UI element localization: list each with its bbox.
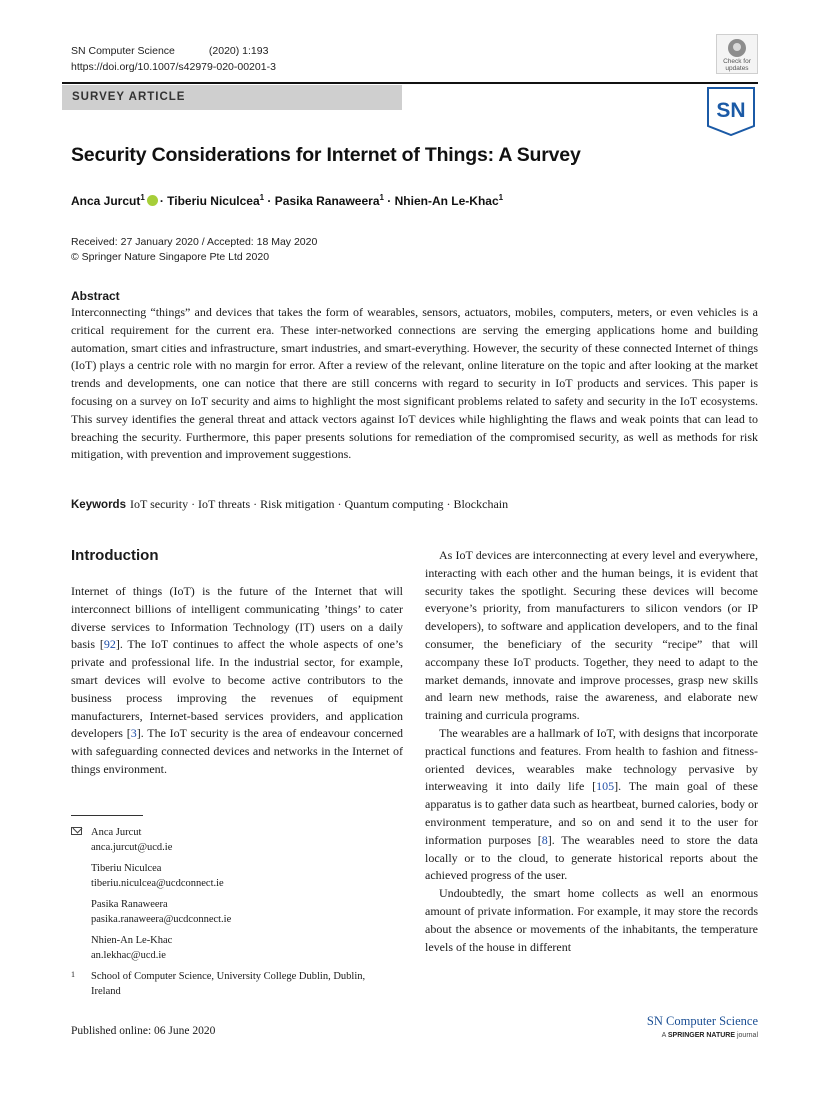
introduction-heading: Introduction [71,547,159,564]
intro-paragraph: As IoT devices are interconnecting at every level and everywhere, interacting with each other and the human beings, it is evident that security takes the spotlight. Securing these devices will become everyone’s priority, from manufacturers to silicon vendors (or IP developers), to software and application developers, and to the final consumer, the beneficiary of the security “recipe” that will accompany these IoT products. Together, they need to adapt to the market demands, innovate and improve processes, grasp new skills and learn new methods, raise the awareness, and elaborate new training and curricula programs. [425,548,758,723]
citation-link[interactable]: 92 [103,637,116,652]
contact-entry [91,933,231,963]
author-affil-sup: 1 [498,193,504,202]
sn-logo-text: SN [716,99,746,122]
intro-left-column [71,583,403,779]
orcid-icon[interactable] [147,195,158,206]
intro-paragraph: Undoubtedly, the smart home collects as well an enormous amount of private information. For example, it may store the records about the absence or movements of the inhabitants, the temperature levels of the house in different [425,886,758,954]
intro-paragraph: The wearables are a hallmark of IoT, with designs that incorporate practical functions and features. From health to fashion and fitness-oriented devices, wearables make technology pervasive by interweaving it into daily life [105]. The main goal of these apparatus is to gather data such as heartbeat, burned calories, body or environment temperature, and so on and send it to the user for information purposes [8]. The wearables need to store the data locally or to the cloud, to generate historical reports about the achieved progress of the user. [425,725,758,883]
published-date: Published online: 06 June 2020 [71,1025,216,1037]
article-type-banner: SURVEY ARTICLE [62,85,402,110]
author-name: Tiberiu Niculcea [167,194,260,208]
affiliation-text: School of Computer Science, University College Dublin, Dublin, Ireland [91,971,366,997]
badge-line2: updates [725,65,749,72]
citation-link[interactable]: 105 [596,779,615,794]
springer-nature-mark: A SPRINGER NATURE journal [661,1032,758,1039]
article-title: Security Considerations for Internet of Things: A Survey [71,144,581,166]
received-accepted: Received: 27 January 2020 / Accepted: 18 May 2020 [71,236,318,248]
author-affil-sup: 1 [379,193,384,202]
journal-name: SN Computer Science [71,45,175,57]
keywords [71,497,508,512]
contact-email[interactable]: an.lekhac@ucd.ie [91,950,166,961]
header-rule [62,82,758,84]
contact-email[interactable]: pasika.ranaweera@ucdconnect.ie [91,914,232,925]
contact-entry [91,897,231,927]
sn-logo [706,86,756,136]
update-icon [728,39,746,57]
author-affil-sup: 1 [259,193,265,202]
author-list: Anca Jurcut$^1$ · Tiberiu Niculcea$^1$ · Pasika Ranaweera$^1$ · Nhien-An Le-Khac$^1$ [71,193,504,208]
contact-entry [91,861,231,891]
contact-name: Nhien-An Le-Khac [91,935,173,946]
author-name: Anca Jurcut [71,194,141,208]
article-dates [71,235,317,265]
author-name: Nhien-An Le-Khac [394,194,499,208]
badge-line1: Check for [723,58,751,65]
citation-link[interactable]: 8 [541,832,548,847]
author-affil-sup: 1 [140,193,145,202]
doi-link[interactable]: https://doi.org/10.1007/s42979-020-00201-3 [71,61,276,73]
contact-entry [91,825,231,855]
affiliation [71,969,391,999]
contact-name: Pasika Ranaweera [91,899,168,910]
keywords-label: Keywords [71,499,126,511]
author-name: Pasika Ranaweera [274,194,380,208]
footer-journal-name: SN Computer Science [646,1014,758,1028]
keywords-text: IoT security · IoT threats · Risk mitigation · Quantum computing · Blockchain [129,497,509,511]
corresponding-contacts [71,825,231,969]
contact-email[interactable]: anca.jurcut@ucd.ie [91,842,173,853]
copyright: © Springer Nature Singapore Pte Ltd 2020 [71,251,270,263]
abstract-text: Interconnecting “things” and devices that takes the form of wearables, sensors, actuators, mobiles, computers, meters, or even vehicles is a critical requirement for the current era. These inter-networked connections are serving the emerging applications home and building automation, smart cities and infrastructure, smart industries, and smart-everything. However, the security of these connected Internet of things (IoT) plays a centric role with no margin for error. After a review of the relevant, online literature on the topic and after looking at the market trends and developments, one can notice that there are still concerns with regard to security in IoT products and services. This paper is focusing on a survey on IoT security and aims to highlight the most significant problems related to safety and security in the IoT ecosystems. This survey identifies the general threat and attack vectors against IoT devices while highlighting the flaws and weak points that can lead to breaching the security. Furthermore, this paper presents solutions for remediation of the compromised security, as well as methods for risk mitigation, with prevention and improvement suggestions. [71,305,758,462]
mail-icon [71,827,82,835]
intro-paragraph: Internet of things (IoT) is the future of the Internet that will interconnect billions of intelligent communicating ’things’ to cater diverse services to Information Technology (IT) users on a daily basis [92]. The IoT continues to affect the whole aspects of one’s private and professional life. In the industrial sector, for example, smart devices will evolve to become active contributors to the business process improving the revenues of equipment manufacturers, Internet-based services providers, and application developers [3]. The IoT security is the area of endeavour concerned with safeguarding connected devices and networks in the Internet of things environment. [71,584,404,776]
journal-citation: (2020) 1:193 [208,45,269,57]
journal-header [71,43,276,75]
check-for-updates-badge[interactable] [716,34,758,74]
citation-link[interactable]: 3 [130,726,137,741]
contact-name: Tiberiu Niculcea [91,863,162,874]
contact-name: Anca Jurcut [91,827,142,838]
intro-right-column [425,547,758,956]
footnote-rule [71,815,143,816]
contact-email[interactable]: tiberiu.niculcea@ucdconnect.ie [91,878,224,889]
springer-brand: SPRINGER NATURE [667,1032,736,1039]
abstract-heading: Abstract [71,289,120,303]
affiliation-sup: 1 [71,970,75,979]
